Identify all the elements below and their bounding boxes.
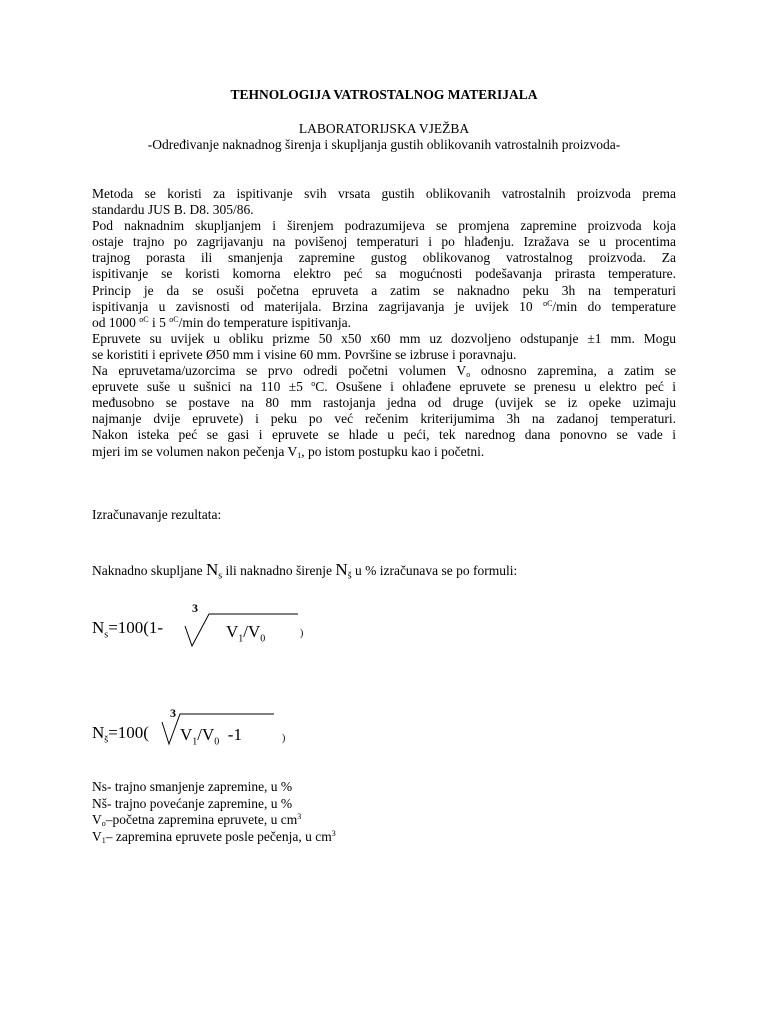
subscript: 1 [238,633,244,645]
text-fragment: ili naknadno širenje [222,563,336,578]
superscript: o [311,379,316,389]
text-fragment: /V [243,622,261,641]
text-fragment: V [180,725,193,744]
text-line: ostaje trajno po zagrijavanju na povišenoj temperaturi i po hlađenju. Izražava se u procentima [92,234,676,250]
text-fragment: mjeri im se volumen nakon pečenja V [92,443,298,459]
text-fragment: V [92,812,102,827]
formula-lhs: N [92,723,105,742]
subscript: s [104,629,109,641]
subscript: 1 [101,835,106,845]
root-index: 3 [192,601,198,615]
legend-item [92,829,336,846]
closing-paren: ) [282,733,286,744]
text-fragment: – zapremina epruvete posle pečenja, u cm [105,828,332,844]
text-fragment: u % izračunava se po formuli: [351,563,518,578]
subscript: s [218,570,223,582]
page-topic: -Određivanje naknadnog širenja i skupljanja gustih oblikovanih vatrostalnih proizvoda- [147,137,621,152]
body-paragraph [92,186,676,460]
text-fragment: , po istom postupku kao i početni. [301,443,485,459]
text-fragment: Naknadno skupljane [92,563,206,578]
symbol-ns: N [205,560,219,579]
text-line: Nakon isteka peć se gasi i epruvete se hlade u peći, tek narednog dana ponovno se vade i [92,427,676,443]
text-fragment: ispitivanja u zavisnosti od materijala. Brzina zagrijavanja je uvijek 10 [92,298,544,314]
text-line [92,299,676,315]
legend-item: Nš- trajno povećanje zapremine, u % [92,795,293,811]
results-intro [92,560,517,582]
text-line [92,444,676,460]
formula-mid: =100(1- [108,618,164,637]
legend-list [92,779,336,845]
superscript: oC [543,298,553,308]
text-line: Metoda se koristi za ispitivanje svih vrsata gustih oblikovanih vatrostalnih proizvoda prema [92,186,676,201]
page-title: TEHNOLOGIJA VATROSTALNOG MATERIJALA [230,87,538,102]
text-fragment: od 1000 [92,314,140,330]
formula-lhs: N [92,618,105,637]
superscript: oC [169,314,179,324]
formula-shrinkage [92,618,163,640]
text-line: Pod naknadnim skupljanjem i širenjem podrazumijeva se promjena zapremine proizvoda koja [92,218,676,234]
subscript: o [466,370,471,380]
text-line: najmanje dvije epruvete) i peku po već rečenim kriterijumima 3h na zadanoj temperaturi. [92,411,676,427]
text-fragment: Na epruvetama/uzorcima se prvo odredi početni volumen V [92,363,467,379]
text-line: ispitivanje se koristi komorna elektro peć sa mogućnosti podešavanja prirasta temperature. [92,266,676,282]
formula-expansion [92,723,149,745]
subscript: 0 [260,633,266,645]
superscript: oC [139,314,149,324]
root-index: 3 [170,706,176,720]
radicand [226,622,265,644]
subscript: 0 [214,736,220,748]
text-fragment: C. Osušene i ohlađene epruvete se prenesu u elektro peć i [315,379,677,395]
text-fragment: odnosno zapremina, a zatim se [470,363,676,379]
text-fragment: V [226,622,239,641]
subscript: š [104,734,109,746]
radicand [180,725,242,747]
subscript: š [347,570,352,582]
text-line [92,379,676,395]
text-fragment: –početna zapremina epruvete, u cm [105,812,298,827]
text-fragment: -1 [219,725,242,744]
text-fragment: /V [197,725,215,744]
text-line: Princip je da se osuši početna epruveta a zatim se naknadno peku 3h na temperaturi [92,282,676,298]
text-fragment: i 5 [148,314,170,330]
text-line: trajnog porasta ili smanjenja zapremine gustog oblikovanog vatrostalnog proizvoda. Za [92,250,676,266]
text-line [92,363,676,379]
symbol-nsh: N [335,560,348,579]
text-line: se koristiti i eprivete Ø50 mm i visine 60 mm. Površine se izbruse i poravnaju. [92,346,517,362]
subscript: o [101,819,106,828]
text-fragment: epruvete suše u sušnici na 110 ±5 [92,379,312,395]
subscript: 1 [192,736,198,748]
superscript: 3 [331,828,336,838]
text-fragment: /min do temperature ispitivanja. [178,314,352,330]
superscript: 3 [297,812,302,821]
page-subtitle: LABORATORIJSKA VJEŽBA [298,121,470,136]
text-fragment: /min do temperature [552,298,676,314]
closing-paren: ) [300,628,304,639]
text-line: standardu JUS B. D8. 305/86. [92,202,254,218]
legend-item [92,812,336,829]
legend-item: Ns- trajno smanjenje zapremine, u % [92,779,293,794]
text-line [92,315,676,331]
results-heading: Izračunavanje rezultata: [92,507,222,522]
text-line: Epruvete su uvijek u obliku prizme 50 x50 x60 mm uz dozvoljeno odstupanje ±1 mm. Mogu [92,330,676,346]
text-fragment: V [92,828,102,844]
text-line: međusobno se postave na 80 mm rastojanja jedna od druge (uvijek se iz opeke uzimaju [92,395,676,411]
formula-mid: =100( [108,723,149,742]
subscript: 1 [297,450,302,460]
